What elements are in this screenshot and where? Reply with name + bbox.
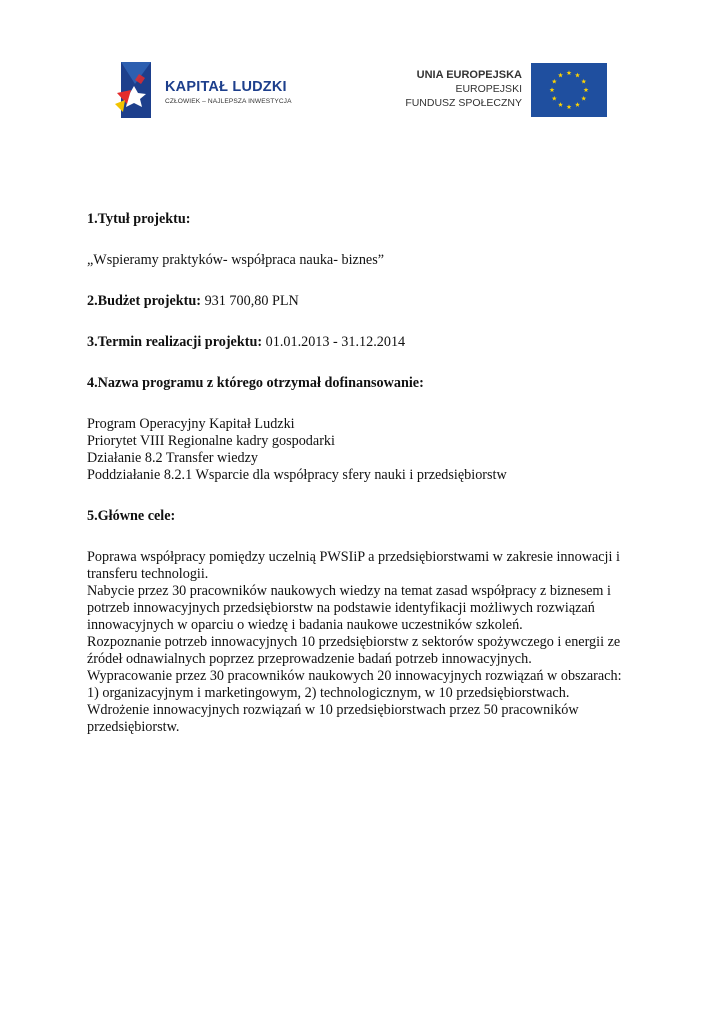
section-5-line: innowacyjnych w oparciu o wiedzę i badania naukowe uczestników szkoleń. [87,617,523,633]
kapital-ludzki-subtitle: CZŁOWIEK – NAJLEPSZA INWESTYCJA [165,98,292,105]
section-5-line: potrzeb innowacyjnych przedsiębiorstw na podstawie identyfikacji możliwych rozwiązań [87,600,595,616]
section-4-line: Program Operacyjny Kapitał Ludzki [87,416,295,432]
section-5-line: Rozpoznanie potrzeb innowacyjnych 10 przedsiębiorstw z sektorów spożywczego i energii ze [87,634,621,650]
section-2 [87,293,647,310]
section-4-heading: 4.Nazwa programu z którego otrzymał dofinansowanie: [87,375,424,391]
section-1-value: „Wspieramy praktyków- współpraca nauka- biznes” [87,252,385,268]
section-5-line: źródeł odnawialnych poprzez przeprowadzenie badań potrzeb innowacyjnych. [87,651,532,667]
section-4-line: Priorytet VIII Regionalne kadry gospodarki [87,433,335,449]
section-5-heading: 5.Główne cele: [87,508,176,524]
eu-logo [405,63,610,119]
eu-logo-text [405,68,522,110]
section-5-line: Nabycie przez 30 pracowników naukowych wiedzy na temat zasad współpracy z biznesem i [87,583,611,599]
kapital-ludzki-emblem-icon [115,60,153,120]
section-3-value: 01.01.2013 - 31.12.2014 [262,334,406,350]
section-4-line: Poddziałanie 8.2.1 Wsparcie dla współpracy sfery nauki i przedsiębiorstw [87,467,507,483]
document-content [87,211,647,736]
section-5-line: transferu technologii. [87,566,209,582]
section-5-line: przedsiębiorstw. [87,719,180,735]
eu-logo-line3: FUNDUSZ SPOŁECZNY [405,97,522,109]
section-5-line: Wypracowanie przez 30 pracowników naukowych 20 innowacyjnych rozwiązań w obszarach: [87,668,622,684]
section-5-line: 1) organizacyjnym i marketingowym, 2) technologicznym, w 10 przedsiębiorstwach. [87,685,570,701]
section-4-line: Działanie 8.2 Transfer wiedzy [87,450,258,466]
eu-flag-icon [531,63,607,117]
section-1-heading: 1.Tytuł projektu: [87,211,191,227]
section-3-heading: 3.Termin realizacji projektu: [87,334,263,350]
section-5-line: Wdrożenie innowacyjnych rozwiązań w 10 przedsiębiorstwach przez 50 pracowników [87,702,579,718]
section-3 [87,334,647,351]
section-2-heading: 2.Budżet projektu: [87,293,202,309]
eu-logo-line1: UNIA EUROPEJSKA [416,69,522,81]
kapital-ludzki-title: KAPITAŁ LUDZKI [165,79,287,95]
section-5-line: Poprawa współpracy pomiędzy uczelnią PWSIiP a przedsiębiorstwami w zakresie innowacji i [87,549,620,565]
section-2-value: 931 700,80 PLN [201,293,299,309]
kapital-ludzki-logo [115,60,315,122]
eu-logo-line2: EUROPEJSKI [455,83,522,95]
